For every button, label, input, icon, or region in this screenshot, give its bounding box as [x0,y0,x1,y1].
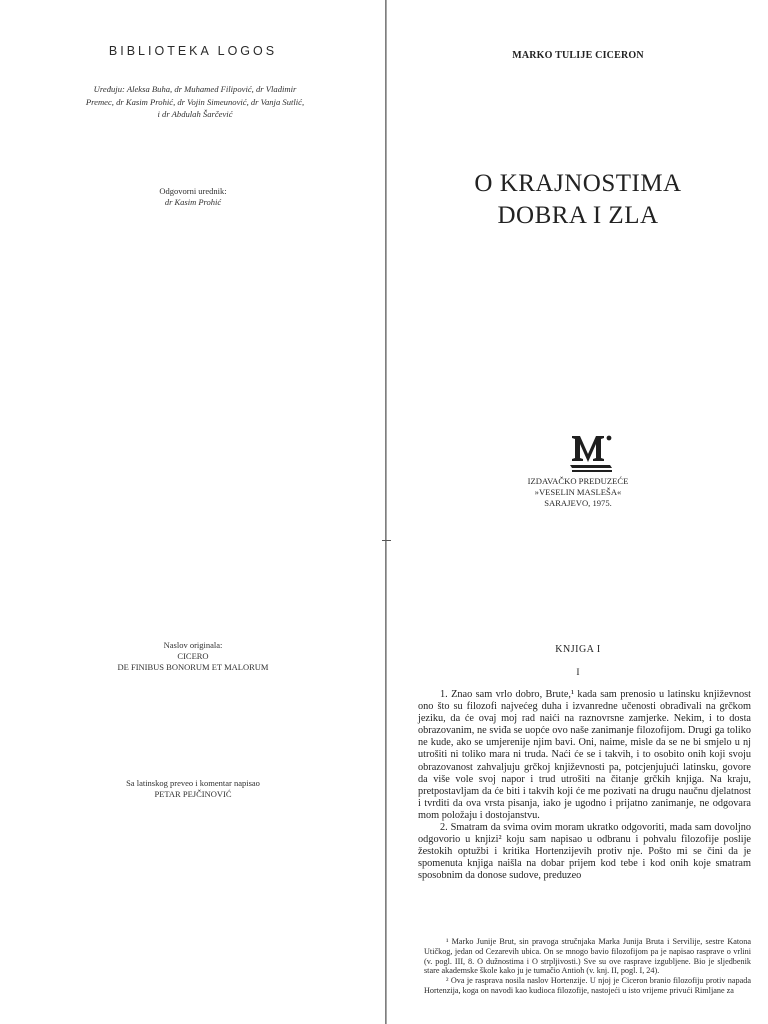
responsible-editor-label: Odgovorni urednik: [159,186,227,196]
chapter-label: I [576,668,580,678]
publisher-logo-icon [566,432,616,474]
right-page [388,0,768,1024]
paragraph: 2. Smatram da svima ovim moram ukratko odgovoriti, mada sam dovoljno odgovorio u knjizi² koju sam napisao u odbranu i pohvalu filozofije poslije žestokih optužbi i kritika Hortenzijevih protiv nje. Pošto mi se čini da je spomenuta knjiga naišla na dobar prijem kod tebe i kod onih koje smatram sposobnim da donose sudove, preduzeo [418,822,751,882]
original-title-block [0,640,386,673]
footnote: ¹ Marko Junije Brut, sin pravoga stručnjaka Marka Junija Bruta i Servilije, sestre Katona Utičkog, jedan od Cezarevih ubica. On se mnogo bavio filozofijom pa je napisao rasprave o vrlini (v. pogl. III, 8. O dužnostima i O strpljivosti.) Sve su ove rasprave izgubljene. Bio je sljedbenik stare akademske škole kako ju je tumačio Antioh (v. knj. II, pogl. I, 24). [424,937,751,976]
translator-name: PETAR PEJČINOVIĆ [154,789,232,799]
footnote-rule [418,935,751,936]
series-title: BIBLIOTEKA LOGOS [108,44,278,58]
responsible-editor-name: dr Kasim Prohić [164,197,222,207]
original-author: CICERO [177,651,209,661]
original-title: DE FINIBUS BONORUM ET MALORUM [117,662,269,672]
editors-line: Premec, dr Kasim Prohić, dr Vojin Simeunović, dr Vanja Sutlić, [85,96,305,107]
book-title [388,168,768,232]
translator-block [0,778,386,800]
book-title-line: DOBRA I ZLA [497,202,659,229]
book-title-line: O KRAJNOSTIMA [474,170,682,197]
publisher-block [388,476,768,508]
editors-list [45,83,345,121]
author-name: MARKO TULIJE CICERON [512,50,644,61]
editors-line: i dr Abdulah Šarčević [157,109,233,119]
publisher-line: »VESELIN MASLEŠA« [534,486,622,497]
footnotes [424,937,751,996]
publisher-line: IZDAVAČKO PREDUZEĆE [527,476,629,486]
publisher-line: SARAJEVO, 1975. [544,497,612,508]
editors-line: Uređuju: Aleksa Buha, dr Muhamed Filipović, dr Vladimir [93,84,297,94]
translator-line: Sa latinskog preveo i komentar napisao [126,778,260,788]
book-label: KNJIGA I [555,644,601,655]
paragraph: 1. Znao sam vrlo dobro, Brute,¹ kada sam prenosio u latinsku književnost ono što su filozofi najvećeg duha i izvanredne učenosti obrađivali na grčkom jeziku, da će ovaj moj rad naići na raznovrsne zamjerke. Nekim, i to dosta obrazovanim, ne sviđa se uopće ovo naše zanimanje filozofijom. Drugi ga toliko ne kude, ako se umjerenije njim bavi. Oni, naime, misle da se ne bi smjelo u nj utrošiti ni toliko mara ni truda. Naći će se i takvih, i to osobito onih koji svoju obrazovanost zahvaljuju grčkoj književnosti pa, potcjenjujući latinsku, govore da više vole svoj napor i trud utrošiti na čitanje grčkih knjiga. Na kraju, pretpostavljam da će biti i takvih koji će me pozivati na drugu naučnu djelatnost i tvrditi da ova vrsta pisanja, iako je ugodno i prijatno zanimanje, ne odgovara mom položaju i dostojanstvu. [418,689,751,821]
body-text [418,689,751,883]
original-title-label: Naslov originala: [163,640,223,650]
footnote: ² Ova je rasprava nosila naslov Hortenzije. U njoj je Ciceron branio filozofiju protiv napada Hortenzija, koga on navodi kao kudioca filozofije, nastojeći u isto vrijeme privući Rimljane za [424,976,751,995]
